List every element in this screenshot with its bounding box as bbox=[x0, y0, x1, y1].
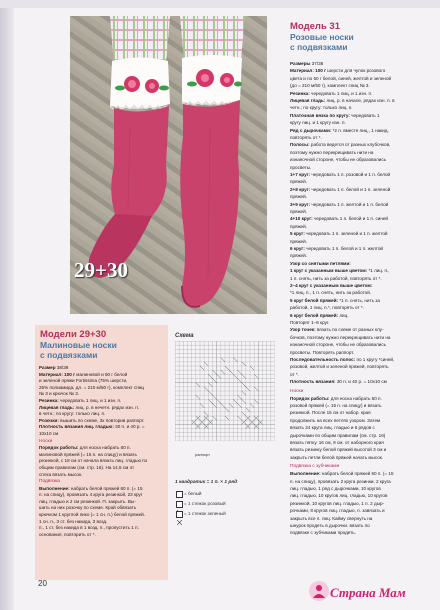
m2930-line-text: 30 п. и 40 р. = bbox=[113, 424, 145, 430]
chart-pink-stitch bbox=[233, 399, 237, 403]
chart-pink-stitch bbox=[204, 362, 208, 366]
m31-line-text: кругу лиц. и 1 кругу изн. п. bbox=[290, 120, 346, 126]
chart-pink-stitch bbox=[250, 366, 254, 370]
model-29-30-number: Модели 29+30 bbox=[40, 329, 107, 340]
socks-photo bbox=[70, 16, 267, 314]
m31-line-text: *1 лиц. п., 1 п. снять, нить за работой. bbox=[290, 290, 372, 296]
m31-line bbox=[290, 141, 430, 148]
chart-pink-stitch bbox=[221, 358, 225, 362]
m31-line bbox=[290, 67, 430, 74]
m31-line bbox=[290, 349, 430, 356]
chart-green-stitch bbox=[250, 420, 254, 424]
m31-line bbox=[290, 104, 430, 111]
m31-line bbox=[290, 289, 430, 296]
page-number: 20 bbox=[38, 579, 47, 588]
m31-line bbox=[290, 75, 430, 82]
m31-line bbox=[290, 215, 430, 222]
m31-garter-line bbox=[290, 529, 430, 536]
m31-line-text: изнаночной стороне, чтобы не образовались bbox=[290, 157, 387, 163]
chart-pink-stitch bbox=[213, 379, 217, 383]
m31-socks-line bbox=[290, 402, 430, 409]
chart-green-stitch bbox=[242, 420, 246, 424]
m2930-garter-line-text: п. на спицу), провязать 4 круга резинкой, 23 круг bbox=[39, 492, 143, 498]
m31-garter-line bbox=[290, 507, 430, 514]
m2930-garter-line-text: 1 сн. п., 3 ст. без накида, 3 возд. bbox=[39, 518, 108, 524]
chart-title: Схема bbox=[175, 333, 194, 339]
legend-green-swatch bbox=[176, 511, 183, 518]
m31-line bbox=[290, 134, 430, 141]
chart-pink-stitch bbox=[200, 366, 204, 370]
m31-line bbox=[290, 260, 430, 267]
m31-line bbox=[290, 127, 430, 134]
m31-line-text: пряжей. bbox=[290, 179, 307, 185]
chart-pink-stitch bbox=[242, 399, 246, 403]
chart-pink-stitch bbox=[213, 395, 217, 399]
m31-line bbox=[290, 82, 430, 89]
chart-pink-stitch bbox=[225, 366, 229, 370]
chart-pink-stitch bbox=[238, 395, 242, 399]
m2930-line-text: малиновой и 50 г белой bbox=[75, 371, 128, 377]
m31-socks-line-text: для носка набрать 60 п. bbox=[329, 395, 382, 401]
m31-socks-line-text: продолжить на всех петлях узором. Затем bbox=[290, 417, 381, 423]
m2930-garter-line-bold: Выполнение: bbox=[39, 485, 70, 491]
chart-pink-stitch bbox=[229, 370, 233, 374]
m31-line bbox=[290, 356, 430, 363]
m31-line-text: повторять от *. bbox=[290, 135, 322, 140]
m31-line-text: чередовать 1 п. белой и 1 п. желтой bbox=[304, 246, 383, 251]
m31-line bbox=[290, 334, 430, 341]
m2930-garter-line-text: крючком 1 круглой пико (= 1 сн. п.) белой пряжей. bbox=[39, 512, 145, 517]
chart-pink-stitch bbox=[196, 383, 200, 387]
m31-line-text: просветы. Повторять раппорт. bbox=[290, 349, 355, 355]
m2930-line bbox=[39, 430, 166, 437]
m2930-socks-line-text: общим правилам (см. стр. 16). На 14,5 см от bbox=[39, 464, 135, 470]
m31-line-bold: Материал: 100 г bbox=[290, 68, 327, 74]
m31-line-bold: Узор точек: bbox=[290, 327, 316, 333]
m31-garter-line bbox=[290, 522, 430, 529]
m2930-line-text: № 3 и крючок № 3. bbox=[39, 391, 80, 397]
m31-socks-line-text: резинкой. После 15 см от набор. края bbox=[290, 410, 371, 416]
m2930-line-text: 38/39 bbox=[55, 365, 69, 370]
chart-pink-stitch bbox=[204, 412, 208, 416]
chart-pink-stitch bbox=[254, 399, 258, 403]
m31-socks-heading: Носки bbox=[290, 388, 304, 394]
m2930-line-bold: Размер bbox=[39, 365, 56, 370]
m31-line-text: 37/38 bbox=[310, 61, 324, 66]
m31-socks-line-text: вязать пятку. 16 см, 9 см. от наборного края bbox=[290, 440, 384, 445]
m2930-line-text: в четн.; по кругу: только лиц. п. bbox=[39, 411, 106, 417]
chart-pink-stitch bbox=[233, 358, 237, 362]
m31-garter-line bbox=[290, 485, 430, 492]
m2930-garter-line bbox=[39, 531, 166, 538]
m31-line-text: по 1 кругу *синей, bbox=[355, 357, 395, 362]
chart-pink-stitch bbox=[238, 404, 242, 408]
chart-green-stitch bbox=[246, 424, 250, 428]
chart-pink-stitch bbox=[242, 383, 246, 387]
m2930-garter-line-text: шить на них розочку по схеме. Край обвязать bbox=[39, 505, 137, 511]
m2930-socks-line-text: сплка вязать мысок. bbox=[39, 471, 83, 477]
top-band bbox=[0, 0, 440, 8]
m31-socks-line-text: вязать 24 круга лиц. гладью и 6 рядов с bbox=[290, 425, 375, 431]
m31-line bbox=[290, 208, 430, 215]
m31-garter-line-text: шнурок продеть в дырочки. вязать по bbox=[290, 523, 370, 528]
m31-line-text: розовой, желтой и зеленой пряжей, повторять bbox=[290, 364, 389, 370]
model-31-title-line1: Розовые носки bbox=[290, 32, 354, 42]
m2930-socks-heading: Носки bbox=[39, 438, 53, 444]
m31-garter-line-text: набрать белой пряжей 60 п. (= 15 bbox=[320, 471, 394, 477]
m2930-socks-line-text: малиновой пряжей (= 15 п. на спицу) и вязать bbox=[39, 451, 137, 457]
m31-line bbox=[290, 60, 430, 67]
m31-line-text: пряжей. bbox=[290, 223, 307, 229]
m31-line-text: *2 п. вместе лиц., 1 накид, bbox=[331, 127, 389, 133]
chart-green-stitch bbox=[208, 420, 212, 424]
m31-line-text: Повторят 1–6 круг. bbox=[290, 320, 330, 325]
m31-line-text: чередовать 1 п. желтой и 1 п. белой bbox=[310, 201, 389, 207]
chart-pink-stitch bbox=[221, 370, 225, 374]
rose-chart-grid bbox=[175, 341, 275, 441]
m31-line-bold: Последовательность полос: bbox=[290, 357, 356, 362]
chart-green-stitch bbox=[196, 424, 200, 428]
m31-line bbox=[290, 119, 430, 126]
chart-pink-stitch bbox=[204, 387, 208, 391]
m31-socks-line bbox=[290, 424, 430, 431]
m2930-socks-line-text: резинкой, с 18 см от начала вязать лиц. гладью по bbox=[39, 458, 148, 464]
model-number-badge: 29+30 bbox=[74, 258, 128, 282]
m31-line-text: четн.; по кругу: только лиц. п. bbox=[290, 105, 353, 111]
m31-line-text: изнаночной стороне, чтобы не образовались bbox=[290, 342, 387, 348]
chart-pink-stitch bbox=[242, 362, 246, 366]
m31-line-bold: Размеры bbox=[290, 61, 311, 66]
m2930-line-bold: Плотность вязания лиц. гладью: bbox=[39, 424, 114, 430]
chart-pink-stitch bbox=[208, 391, 212, 395]
chart-pink-stitch bbox=[233, 374, 237, 378]
m31-line bbox=[290, 304, 430, 311]
m31-line-text: чередовать 1 bbox=[349, 112, 380, 118]
m31-line bbox=[290, 371, 430, 378]
chart-pink-stitch bbox=[213, 370, 217, 374]
m31-garter-line-text: подвязке с зубчиками продеть. bbox=[290, 530, 356, 536]
m31-line-text: цвета и по 50 г белой, синей, желтой и зеленой bbox=[290, 75, 392, 81]
chart-pink-stitch bbox=[254, 374, 258, 378]
m31-line-text: бочков, поэтому нужно перекрещивать нити на bbox=[290, 334, 391, 340]
chart-pink-stitch bbox=[196, 395, 200, 399]
m31-line-text: поэтому нужно перекрещивать нити на bbox=[290, 149, 374, 155]
m31-garter-line-text: резинкой, 10 кругов лиц. гладью, 1 п. 2 дыр- bbox=[290, 500, 385, 506]
m31-garter-line bbox=[290, 515, 430, 522]
legend-white-swatch bbox=[176, 491, 183, 498]
chart-pink-stitch bbox=[246, 387, 250, 391]
chart-green-stitch bbox=[192, 420, 196, 424]
m31-line-bold: 2–4 круг с указанным выше цветом: bbox=[290, 283, 373, 288]
m31-line bbox=[290, 267, 430, 274]
m31-socks-line bbox=[290, 454, 430, 461]
m2930-garter-line-text: основания, повторить от *. bbox=[39, 531, 96, 537]
m31-line bbox=[290, 149, 430, 156]
m31-line bbox=[290, 378, 430, 385]
chart-rapport-label: раппорт bbox=[195, 452, 210, 457]
m31-line-text: пряжей. bbox=[290, 194, 307, 200]
m31-line bbox=[290, 275, 430, 282]
chart-pink-stitch bbox=[200, 404, 204, 408]
m2930-garter-line-text: лиц. гладью и 2 см резинкой. П. закрыть. Вы- bbox=[39, 498, 136, 504]
m2930-line-text: лиц. р. в нечетн. рядах изн. п. bbox=[74, 404, 140, 410]
m31-line-bold: 6 круг белой пряжей: bbox=[290, 312, 339, 318]
m2930-line-text: вышить по схеме, 3х повторив раппорт. bbox=[58, 417, 145, 423]
watermark-text: Страна Мам bbox=[330, 585, 406, 600]
chart-pink-stitch bbox=[238, 416, 242, 420]
m31-line-bold: Лицевая гладь: bbox=[290, 98, 326, 103]
m31-line-text: работа ведется от разных клубочков, bbox=[309, 142, 391, 148]
chart-pink-stitch bbox=[238, 379, 242, 383]
m2930-socks-line bbox=[39, 471, 166, 478]
m2930-line-text: чередовать 1 лиц. и 1 изн. п. bbox=[58, 398, 122, 403]
m31-socks-line bbox=[290, 446, 430, 453]
m31-line-text: шерсти для чулок розового bbox=[326, 68, 386, 74]
chart-pink-stitch bbox=[217, 399, 221, 403]
m31-line-text: *1 лиц. п., bbox=[367, 268, 390, 274]
m31-garter-line-text: п. на спицу), провязать 2 круга резинки, 2 круга bbox=[290, 478, 391, 484]
m31-line-bold: 1+7 круг: bbox=[290, 172, 311, 177]
m31-line bbox=[290, 164, 430, 171]
model-31-title-line2: с подвязками bbox=[290, 42, 348, 52]
m31-line-text: вязать по схеме от разных клу- bbox=[315, 327, 384, 333]
m31-garter-line bbox=[290, 470, 430, 477]
m31-line-text: чередовать 1 п. зеленой и 1 п. желтой bbox=[304, 231, 388, 237]
m31-line bbox=[290, 312, 430, 319]
m31-line bbox=[290, 112, 430, 119]
m2930-socks-line-text: для носка набрать 60 п. bbox=[78, 445, 131, 451]
m31-line-bold: 1 круг с указанным выше цветом: bbox=[290, 268, 368, 274]
m31-socks-line-text: розовой пряжей (= 15 п. на спицу) и вязать bbox=[290, 403, 382, 408]
m31-socks-line bbox=[290, 432, 430, 439]
m2930-garter-line-text: п., 1 ст. без накида в 1 возд. п., пропустить 1 п. bbox=[39, 525, 139, 531]
m31-garter-line-text: лиц. гладью, 10 кругов лиц. гладью, 10 кругов bbox=[290, 493, 388, 499]
m2930-line-bold: Материал: 100 г bbox=[39, 371, 76, 377]
m31-line-text: чередовать 1 лиц. и 1 изн. п. bbox=[309, 90, 373, 96]
legend-green-label: = 1 стежок зеленый bbox=[184, 511, 226, 516]
chart-pink-stitch bbox=[229, 404, 233, 408]
m31-line bbox=[290, 90, 430, 97]
m31-socks-line bbox=[290, 417, 430, 424]
m31-line bbox=[290, 201, 430, 208]
m31-line-bold: 5 круг белой пряжей: bbox=[290, 297, 339, 303]
m31-line bbox=[290, 319, 430, 326]
m31-garter-line-text: лиц. гладью, 1 ряд с дырочками, 10 кругов bbox=[290, 486, 381, 491]
m31-line-text: чередовать 1 п. белой и 1 п. синей bbox=[312, 216, 388, 222]
m31-line-text: пряжей. bbox=[290, 209, 307, 214]
chart-pink-stitch bbox=[254, 387, 258, 391]
chart-green-stitch bbox=[254, 416, 258, 420]
chart-scale-note: 1 квадратик = 1 п. × 1 ряд bbox=[175, 480, 238, 485]
m31-line bbox=[290, 363, 430, 370]
m2930-line-bold: Лицевая гладь: bbox=[39, 404, 75, 410]
m31-line-text: (до = 210 м/50 г), комплект спиц № 3. bbox=[290, 83, 370, 89]
m31-garter-line bbox=[290, 478, 430, 485]
m31-line-bold: Ряд с дырочками: bbox=[290, 127, 332, 133]
chart-green-stitch bbox=[258, 420, 262, 424]
m31-line-bold: Плотность вязания: bbox=[290, 379, 336, 385]
m31-line-bold: Полосы: bbox=[290, 142, 310, 148]
m2930-line-bold: Розочки: bbox=[39, 417, 59, 423]
m31-line bbox=[290, 178, 430, 185]
m31-line-text: *1 п. снять, нить за bbox=[338, 297, 380, 303]
m31-line bbox=[290, 223, 430, 230]
chart-pink-stitch bbox=[238, 370, 242, 374]
chart-pink-stitch bbox=[213, 404, 217, 408]
m31-line-text: лиц. р. в начале, рядах изн. п. в bbox=[325, 98, 395, 103]
chart-green-stitch bbox=[246, 416, 250, 420]
chart-pink-stitch bbox=[208, 374, 212, 378]
m31-line-text: работой, 1 лиц. п.*, повторять от *. bbox=[290, 305, 364, 311]
m2930-line-text: 25% полиамида, дл. = 210 м/50 г), комплект спиц bbox=[39, 384, 145, 390]
chart-pink-stitch bbox=[246, 408, 250, 412]
m31-garter-heading: Подвязка с зубчиками bbox=[290, 464, 340, 470]
m31-line bbox=[290, 171, 430, 178]
m31-socks-line-text: дырочками по общим правилам (см. стр. 16) bbox=[290, 432, 386, 438]
m31-line bbox=[290, 193, 430, 200]
m31-line bbox=[290, 252, 430, 259]
m31-line bbox=[290, 238, 430, 245]
m31-line-text: просветы. bbox=[290, 164, 312, 170]
legend-pink-label: = 1 стежок розовый bbox=[184, 501, 226, 506]
chart-pink-stitch bbox=[208, 383, 212, 387]
chart-pink-stitch bbox=[242, 412, 246, 416]
m31-garter-line bbox=[290, 500, 430, 507]
m31-socks-line bbox=[290, 409, 430, 416]
model-29-30-title-line1: Малиновые носки bbox=[40, 340, 117, 350]
chart-pink-stitch bbox=[213, 416, 217, 420]
m2930-garter-heading: Подвязка bbox=[39, 479, 60, 485]
chart-pink-stitch bbox=[217, 374, 221, 378]
m31-line bbox=[290, 156, 430, 163]
m31-line-text: пряжей. bbox=[290, 238, 307, 244]
watermark-logo-icon bbox=[308, 580, 330, 602]
m31-socks-line bbox=[290, 395, 430, 402]
m31-line-text: 30 п. и 40 р. = 10х10 см bbox=[335, 379, 387, 385]
m31-line-bold: 5 круг: bbox=[290, 231, 305, 237]
chart-pink-stitch bbox=[242, 374, 246, 378]
m31-line bbox=[290, 245, 430, 252]
m31-garter-line-bold: Выполнение: bbox=[290, 471, 321, 477]
m31-line-bold: 6 круг: bbox=[290, 246, 305, 251]
m31-line bbox=[290, 282, 430, 289]
m31-socks-line-bold: Порядок работы: bbox=[290, 395, 330, 401]
m31-garter-line-text: закрыть все п. лиц. Кайму свернуть на bbox=[290, 515, 373, 521]
chart-pink-stitch bbox=[250, 404, 254, 408]
chart-pink-stitch bbox=[208, 399, 212, 403]
m31-line-bold: Платочная вязка по кругу: bbox=[290, 112, 350, 118]
m31-line-bold: Резинка: bbox=[290, 90, 310, 96]
model-29-30-title-line2: с подвязками bbox=[40, 350, 98, 360]
legend-white-label: = белый bbox=[184, 491, 202, 496]
green-stitch-icon bbox=[177, 520, 182, 525]
model-31-number: Модель 31 bbox=[290, 21, 340, 32]
m2930-line-bold: Резинка: bbox=[39, 398, 59, 403]
m31-line bbox=[290, 230, 430, 237]
m31-socks-line-text: вязать резинку белой пряжей высотой 3 см и bbox=[290, 447, 387, 453]
page-spine bbox=[0, 0, 14, 610]
chart-green-stitch bbox=[196, 416, 200, 420]
chart-pink-stitch bbox=[242, 391, 246, 395]
m31-garter-line-text: рочками, 8 кругов лиц. гладью, п. завязать и bbox=[290, 508, 385, 514]
m31-line bbox=[290, 297, 430, 304]
chart-green-stitch bbox=[204, 416, 208, 420]
m31-line-bold: 3+9 круг: bbox=[290, 201, 311, 207]
m31-line bbox=[290, 326, 430, 333]
m2930-socks-line-bold: Порядок работы: bbox=[39, 445, 79, 451]
m31-line-bold: Узор со снятыми петлями: bbox=[290, 260, 351, 266]
m31-line-bold: 2+8 круг: bbox=[290, 186, 311, 192]
m31-socks-line bbox=[290, 439, 430, 446]
chart-green-stitch bbox=[204, 424, 208, 428]
m31-line-text: от *. bbox=[290, 371, 299, 377]
legend-pink-swatch bbox=[176, 501, 183, 508]
chart-pink-stitch bbox=[221, 404, 225, 408]
chart-green-stitch bbox=[200, 420, 204, 424]
m31-line-bold: 4+10 круг: bbox=[290, 216, 313, 222]
m31-garter-line bbox=[290, 492, 430, 499]
m31-line bbox=[290, 341, 430, 348]
m31-line-text: чередовать 1 п. розовой и 1 п. белой bbox=[310, 172, 391, 177]
m2930-line-text: 10х10 см bbox=[39, 431, 59, 436]
m31-line-text: лиц. bbox=[338, 312, 349, 318]
m2930-line-text: и зеленой пряжи Fortissima (75% шерсти, bbox=[39, 378, 128, 384]
chart-green-stitch bbox=[254, 424, 258, 428]
chart-pink-stitch bbox=[225, 416, 229, 420]
m31-line-text: пряжей. bbox=[290, 253, 307, 259]
m31-line-text: 1 п. снять, нить за работой, повторять от *. bbox=[290, 275, 382, 281]
m31-line bbox=[290, 186, 430, 193]
m31-socks-line-text: закрыть петли белой пряжей начать мысок. bbox=[290, 454, 384, 460]
m31-line-text: чередовать 1 п. белой и 1 п. зеленой bbox=[310, 186, 391, 192]
m2930-garter-line-text: набрать белой пряжей 60 п. (= 15 bbox=[69, 485, 143, 491]
chart-pink-stitch bbox=[225, 408, 229, 412]
m31-line bbox=[290, 97, 430, 104]
